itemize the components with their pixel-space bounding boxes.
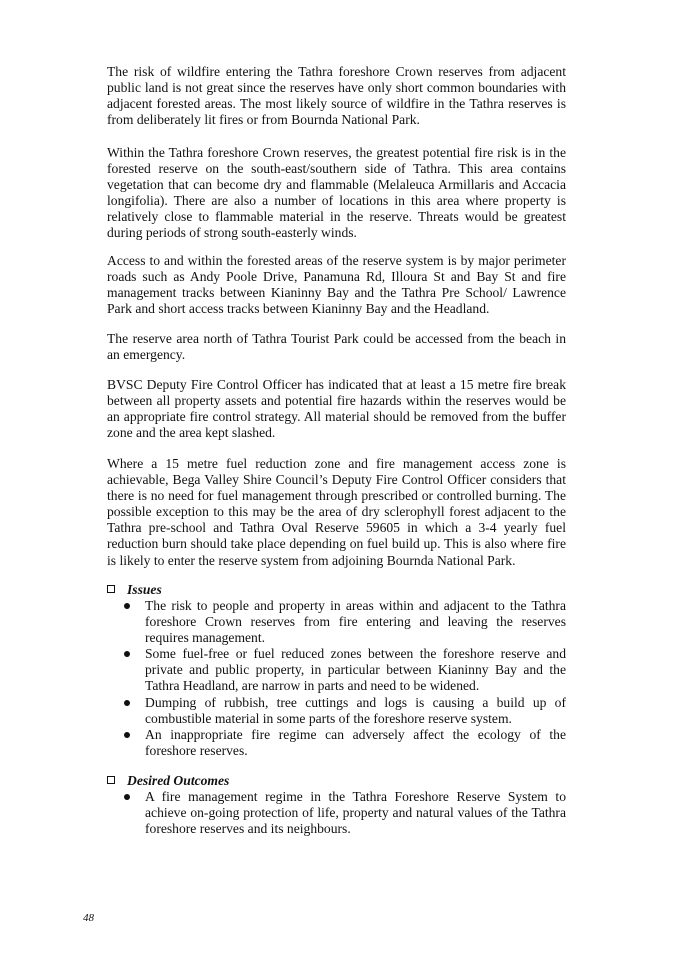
issues-list — [145, 598, 566, 759]
paragraph-fire-break: BVSC Deputy Fire Control Officer has indicated that at least a 15 metre fire break between all property assets and potential fire hazards within the reserves would be an appropriate fire control strategy. All material should be removed from the buffer zone and the area kept slashed. — [107, 377, 566, 441]
checkbox-square-icon — [107, 585, 115, 593]
page-number: 48 — [83, 912, 94, 924]
bullet-icon — [124, 700, 130, 706]
list-item: A fire management regime in the Tathra Foreshore Reserve System to achieve on-going protection of life, property and natural values of the Tathra foreshore reserves and its neighbours. — [145, 789, 566, 837]
paragraph-greatest-risk: Within the Tathra foreshore Crown reserves, the greatest potential fire risk is in the forested reserve on the south-east/southern side of Tathra. This area contains vegetation that can become dry and flammable (Melaleuca Armillaris and Accacia longifolia). There are also a number of locations in this area where property is relatively close to flammable material in the reserve. Threats would be greatest during periods of strong south-easterly winds. — [107, 145, 566, 241]
paragraph-wildfire-risk: The risk of wildfire entering the Tathra foreshore Crown reserves from adjacent public land is not great since the reserves have only short common boundaries with adjacent forested areas. The most likely source of wildfire in the Tathra reserves is from deliberately lit fires or from Bournda National Park. — [107, 64, 566, 128]
bullet-icon — [124, 651, 130, 657]
list-item: An inappropriate fire regime can adversely affect the ecology of the foreshore reserves. — [145, 727, 566, 759]
list-item: The risk to people and property in areas within and adjacent to the Tathra foreshore Crown reserves from fire entering and leaving the reserves requires management. — [145, 598, 566, 646]
desired-outcomes-heading-text: Desired Outcomes — [127, 773, 230, 788]
paragraph-access-roads: Access to and within the forested areas of the reserve system is by major perimeter roads such as Andy Poole Drive, Panamuna Rd, Illoura St and Bay St and fire management tracks between Kianinny Bay and the Tathra Pre School/ Lawrence Park and short access tracks between Kianinny Bay and the Headland. — [107, 253, 566, 317]
desired-outcomes-heading — [107, 773, 229, 789]
list-item: Some fuel-free or fuel reduced zones between the foreshore reserve and private and public property, in particular between Kianinny Bay and the Tathra Headland, are narrow in parts and need to be widened. — [145, 646, 566, 694]
bullet-icon — [124, 732, 130, 738]
list-item: Dumping of rubbish, tree cuttings and logs is causing a build up of combustible material in some parts of the foreshore reserve system. — [145, 695, 566, 727]
bullet-icon — [124, 794, 130, 800]
desired-outcomes-list — [145, 789, 566, 837]
issues-heading-text: Issues — [127, 582, 162, 597]
paragraph-north-reserve-access: The reserve area north of Tathra Tourist Park could be accessed from the beach in an emergency. — [107, 331, 566, 363]
bullet-icon — [124, 603, 130, 609]
paragraph-fuel-reduction: Where a 15 metre fuel reduction zone and fire management access zone is achievable, Bega Valley Shire Council’s Deputy Fire Control Officer considers that there is no need for fuel management through prescribed or controlled burning. The possible exception to this may be the area of dry sclerophyll forest adjacent to the Tathra pre-school and Tathra Oval Reserve 59605 in which a 3-4 yearly fuel reduction burn should take place depending on fuel build up. This is also where fire is likely to enter the reserve system from adjoining Bournda National Park. — [107, 456, 566, 568]
checkbox-square-icon — [107, 776, 115, 784]
issues-heading — [107, 582, 162, 598]
